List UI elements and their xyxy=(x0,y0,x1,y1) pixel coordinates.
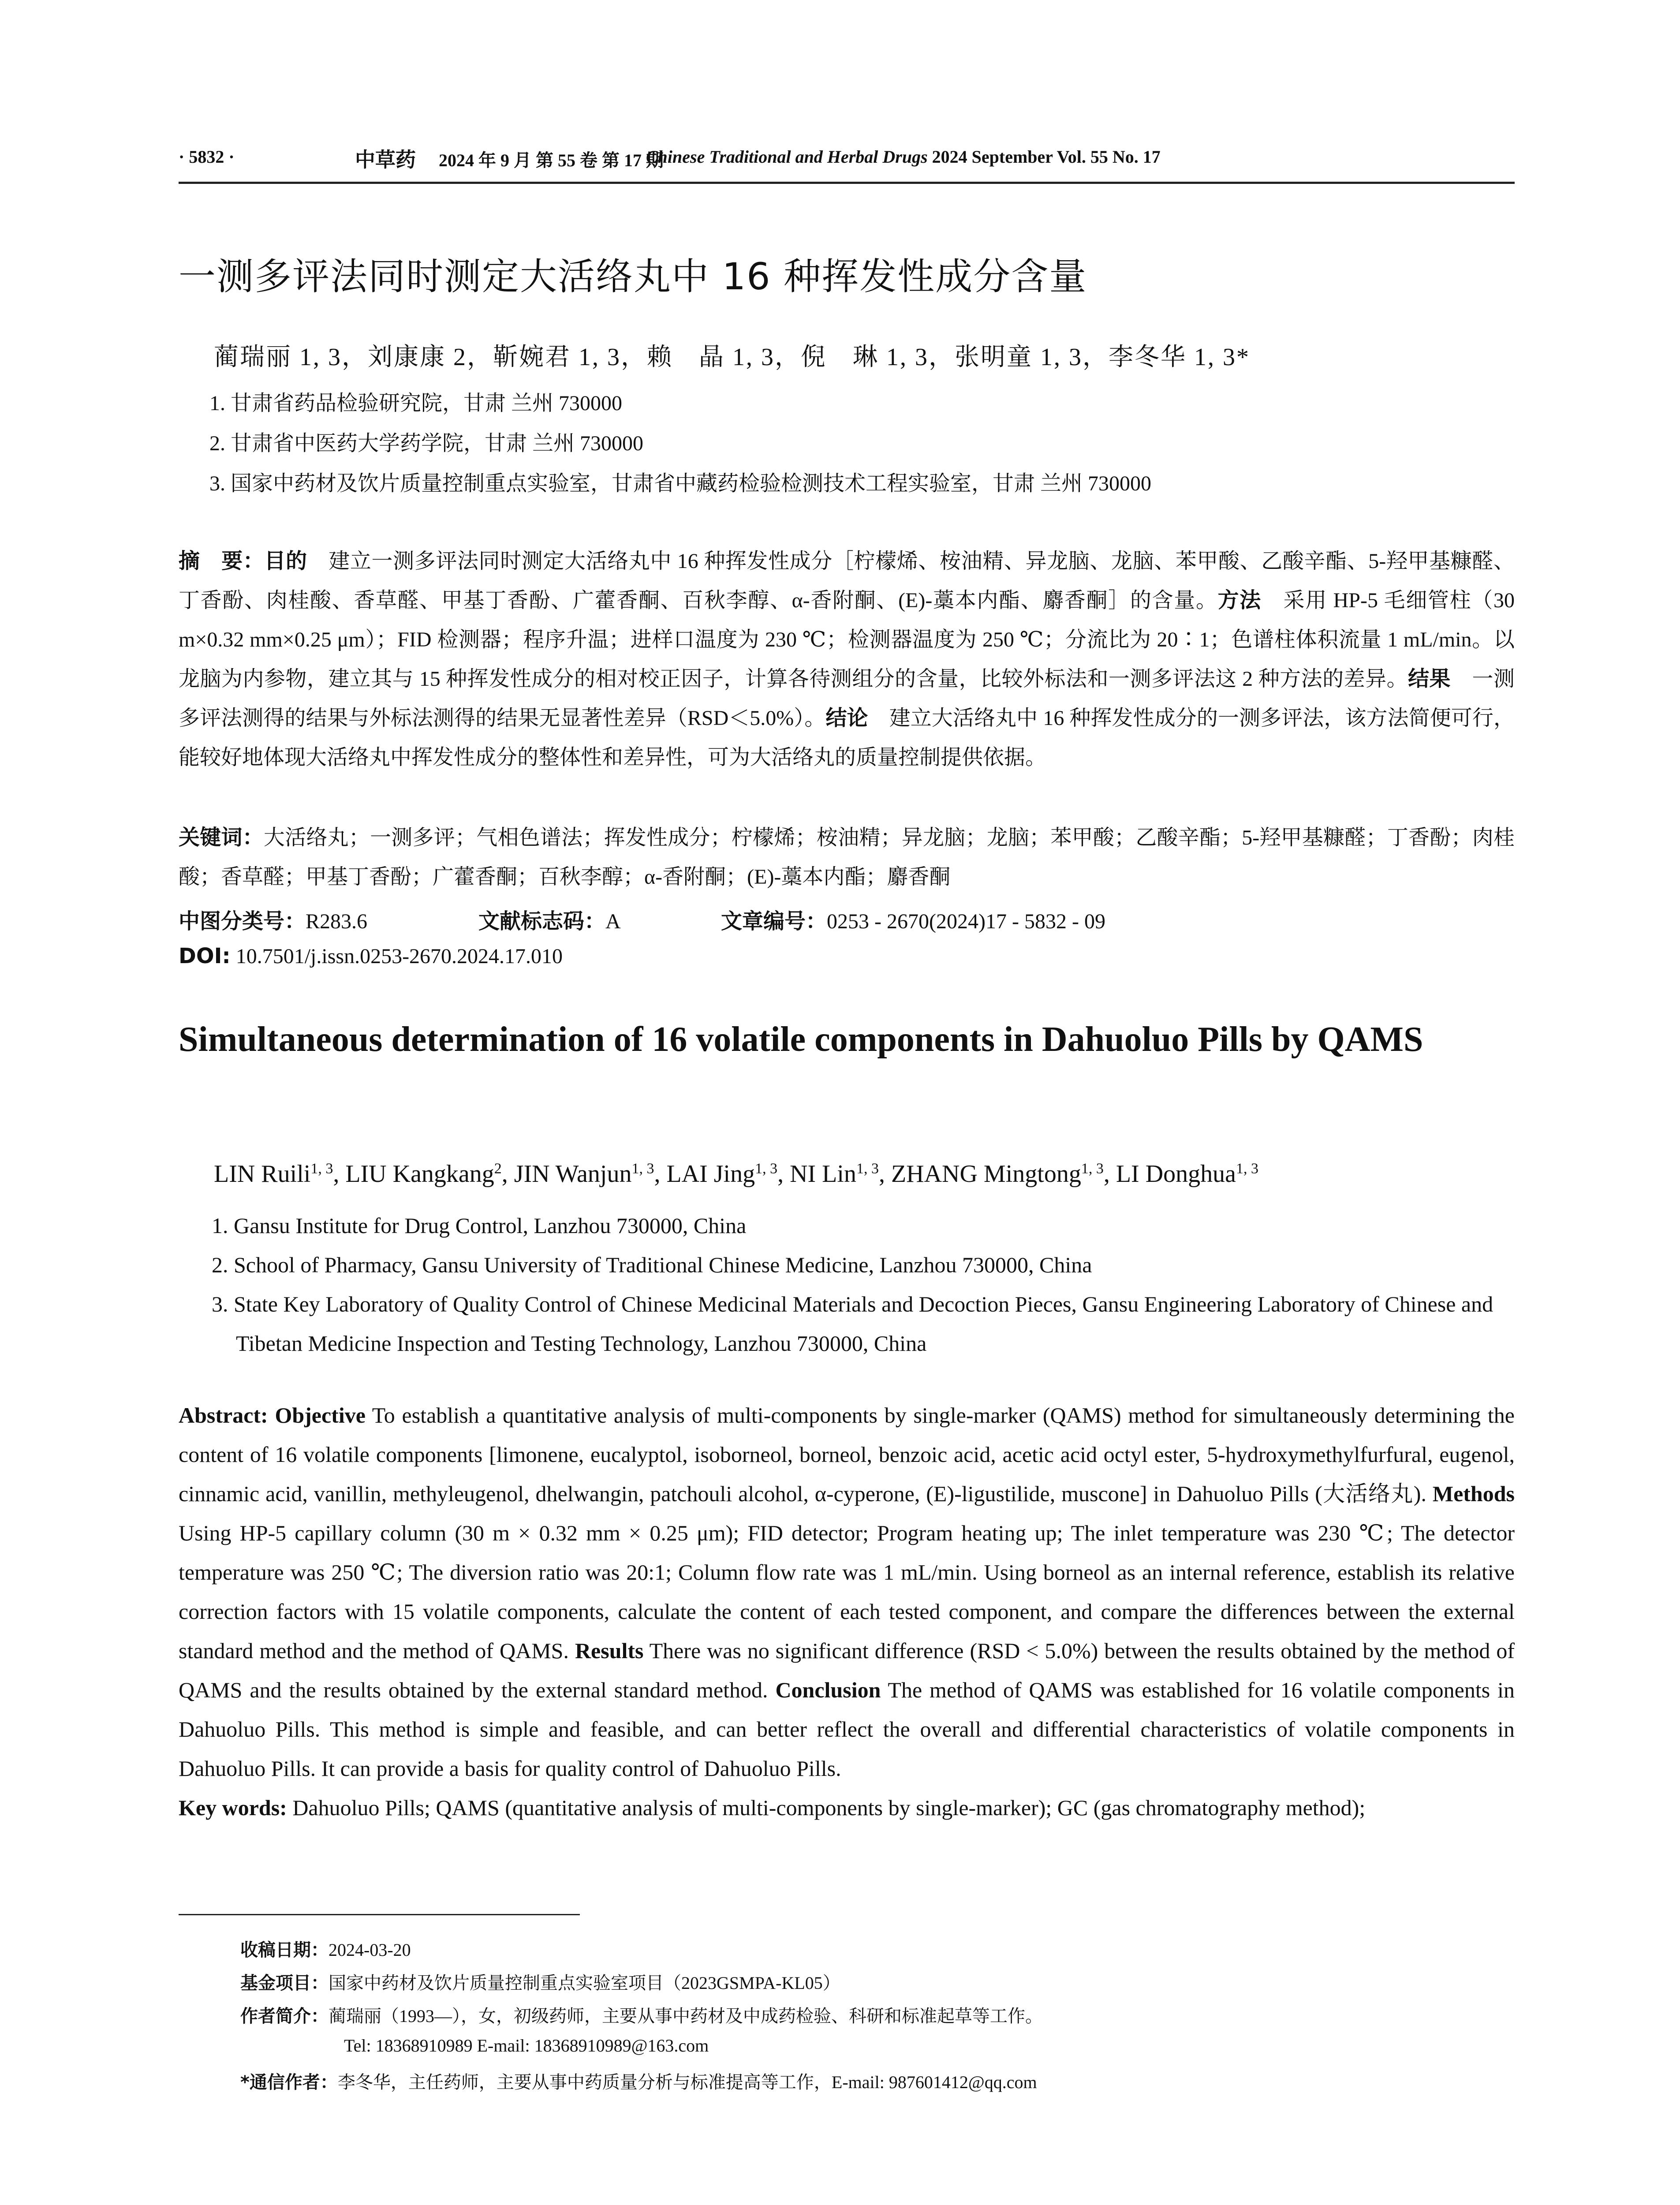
results-text-cn: 一测多评法测得的结果与外标法测得的结果无显著性差异（RSD＜5.0%）。 xyxy=(179,667,1515,730)
author-en xyxy=(514,1160,654,1188)
clc-value: R283.6 xyxy=(306,910,368,933)
page-number: · 5832 · xyxy=(179,147,235,167)
affiliation-cn-1: 1. 甘肃省药品检验研究院，甘肃 兰州 730000 xyxy=(209,392,623,415)
footnote-received xyxy=(240,1936,411,1961)
results-text-en: There was no significant difference (RSD < 5.0%) between the results obtained by the method of QAMS and the results obtained by the external standard method. xyxy=(179,1638,1515,1702)
footnote-author xyxy=(240,2002,1043,2027)
fund-label: 基金项目： xyxy=(240,1973,329,1993)
article-number-value: 0253 - 2670(2024)17 - 5832 - 09 xyxy=(827,910,1105,933)
doc-code-line xyxy=(478,904,621,934)
doc-code-value: A xyxy=(605,910,621,933)
author-name: ZHANG Mingtong xyxy=(891,1160,1081,1188)
author-name: LIU Kangkang xyxy=(345,1160,494,1188)
objective-text-cn: 建立一测多评法同时测定大活络丸中 16 种挥发性成分［柠檬烯、桉油精、异龙脑、龙脑、苯甲酸、乙酸辛酯、5-羟甲基糠醛、丁香酚、肉桂酸、香草醛、甲基丁香酚、广藿香酮、百秋李醇、α-香附酮、(E)-藁本内酯、麝香酮］的含量。 xyxy=(179,549,1515,612)
footnote-corresponding xyxy=(240,2068,1037,2093)
running-header xyxy=(179,142,1515,184)
footnote-divider xyxy=(179,1914,580,1915)
keywords-text-en: Dahuoluo Pills; QAMS (quantitative analysis of multi-components by single-marker); GC (gas chromatography method); xyxy=(287,1795,1366,1820)
footnote-author-contact: Tel: 18368910989 E-mail: 18368910989@163.com xyxy=(344,2036,709,2056)
clc-line xyxy=(179,904,367,934)
keywords-cn xyxy=(179,818,1515,897)
author-affil-sup: 1, 3 xyxy=(1236,1160,1258,1177)
affiliation-en-2: 2. School of Pharmacy, Gansu University of Traditional Chinese Medicine, Lanzhou 730000, China xyxy=(212,1252,1092,1277)
affiliation-en-1: 1. Gansu Institute for Drug Control, Lanzhou 730000, China xyxy=(212,1213,747,1238)
author-name: LIN Ruili xyxy=(214,1160,311,1188)
corresponding-label: *通信作者： xyxy=(240,2072,338,2093)
author-en xyxy=(345,1160,501,1188)
conclusion-text-cn: 建立大活络丸中 16 种挥发性成分的一测多评法，该方法简便可行，能较好地体现大活络丸中挥发性成分的整体性和差异性，可为大活络丸的质量控制提供依据。 xyxy=(179,706,1515,769)
abstract-en xyxy=(179,1396,1515,1828)
author-en xyxy=(891,1160,1104,1188)
corresponding-text: 李冬华，主任药师，主要从事中药质量分析与标准提高等工作，E-mail: 987601412@qq.com xyxy=(337,2072,1037,2092)
author-affil-sup: 1, 3 xyxy=(631,1160,654,1177)
footnote-fund xyxy=(240,1969,840,1994)
author-name: LAI Jing xyxy=(666,1160,755,1188)
doi-line xyxy=(179,944,563,968)
objective-text-en: To establish a quantitative analysis of multi-components by single-marker (QAMS) method for simultaneously determining the content of 16 volatile components [limonene, eucalyptol, isoborneol, borneol, benzoic acid, acetic acid octyl ester, 5-hydroxymethylfurfural, eugenol, cinnamic acid, vanillin, methyleugenol, dhelwangin, patchouli alcohol, α-cyperone, (E)-ligustilide, muscone] in Dahuoluo Pills (大活络丸). xyxy=(179,1403,1515,1506)
author-affil-sup: 1, 3 xyxy=(856,1160,879,1177)
keywords-label-cn: 关键词： xyxy=(179,825,264,850)
author-name: NI Lin xyxy=(790,1160,856,1188)
article-title-cn: 一测多评法同时测定大活络丸中 16 种挥发性成分含量 xyxy=(179,255,1087,298)
received-date: 2024-03-20 xyxy=(329,1940,411,1960)
author-affil-sup: 1, 3 xyxy=(1081,1160,1104,1177)
results-label-cn: 结果 xyxy=(1408,666,1451,691)
journal-name-en: Chinese Traditional and Herbal Drugs xyxy=(646,147,928,167)
issue-date-en: 2024 September Vol. 55 No. 17 xyxy=(927,147,1161,167)
conclusion-label-en: Conclusion xyxy=(768,1678,881,1702)
affiliation-en-3: 3. State Key Laboratory of Quality Control of Chinese Medicinal Materials and Decoction Pieces, Gansu Engineering Laboratory of Chinese and Tibetan Medicine Inspection and Testing Technology, Lanzhou 730000, China xyxy=(212,1292,1493,1356)
abstract-label-cn: 摘 要： xyxy=(179,549,265,573)
doi-label: DOI: xyxy=(179,944,231,968)
conclusion-text-en: The method of QAMS was established for 16 volatile components in Dahuoluo Pills. This method is simple and feasible, and can better reflect the overall and differential characteristics of volatile components in Dahuoluo Pills. It can provide a basis for quality control of Dahuoluo Pills. xyxy=(179,1678,1515,1781)
methods-text-en: Using HP-5 capillary column (30 m × 0.32 mm × 0.25 μm); FID detector; Program heating up; The inlet temperature was 230 ℃; The detector temperature was 250 ℃; The diversion ratio was 20:1; Column flow rate was 1 mL/min. Using borneol as an internal reference, establish its relative correction factors with 15 volatile components, calculate the content of each tested component, and compare the differences between the external standard method and the method of QAMS. xyxy=(179,1521,1515,1663)
author-en xyxy=(666,1160,777,1188)
fund-text: 国家中药材及饮片质量控制重点实验室项目（2023GSMPA-KL05） xyxy=(329,1973,840,1993)
doi-value: 10.7501/j.issn.0253-2670.2024.17.010 xyxy=(230,945,563,968)
doc-code-label: 文献标志码： xyxy=(478,909,606,934)
clc-label: 中图分类号： xyxy=(179,909,306,934)
author-en xyxy=(1116,1160,1258,1188)
issue-info-cn: 2024 年 9 月 第 55 卷 第 17 期 xyxy=(439,150,664,170)
methods-label-cn: 方法 xyxy=(1217,588,1262,613)
author-list-en: LIN Ruili$^{1, 3}$, LIU Kangkang$^2$, JIN Wanjun$^{1, 3}$, LAI Jing$^{1, 3}$, NI Lin$^{1, 3}$, ZHANG Mingtong$^{1, 3}$, LI Donghua$^{1, 3}$ xyxy=(214,1160,1258,1188)
objective-label-cn: 目的 xyxy=(264,549,307,573)
author-affil-sup: 1, 3 xyxy=(310,1160,333,1177)
abstract-label-en: Abstract: Objective xyxy=(179,1403,366,1428)
methods-text-cn: 采用 HP-5 毛细管柱（30 m×0.32 mm×0.25 μm）；FID 检测器；程序升温；进样口温度为 230 ℃；检测器温度为 250 ℃；分流比为 20∶1；色谱柱体积流量 1 mL/min。以龙脑为内参物，建立其与 15 种挥发性成分的相对校正因子，计算各待测组分的含量，比较外标法和一测多评法这 2 种方法的差异。 xyxy=(179,589,1515,691)
author-bio-text: 蔺瑞丽（1993—），女，初级药师，主要从事中药材及中成药检验、科研和标准起草等工作。 xyxy=(329,2006,1043,2026)
abstract-cn xyxy=(179,542,1515,777)
author-en xyxy=(790,1160,879,1188)
author-list-cn: 蔺瑞丽 1, 3，刘康康 2，靳婉君 1, 3，赖 晶 1, 3，倪 琳 1, 3，张明童 1, 3，李冬华 1, 3* xyxy=(214,344,1250,371)
received-label: 收稿日期： xyxy=(240,1940,329,1960)
author-name: JIN Wanjun xyxy=(514,1160,632,1188)
keywords-text-cn: 大活络丸；一测多评；气相色谱法；挥发性成分；柠檬烯；桉油精；异龙脑；龙脑；苯甲酸；乙酸辛酯；5-羟甲基糠醛；丁香酚；肉桂酸；香草醛；甲基丁香酚；广藿香酮；百秋李醇；α-香附酮；(E)-藁本内酯；麝香酮 xyxy=(179,826,1515,889)
results-label-en: Results xyxy=(568,1638,644,1663)
affiliation-cn-2: 2. 甘肃省中医药大学药学院，甘肃 兰州 730000 xyxy=(209,432,644,455)
article-number-label: 文章编号： xyxy=(721,909,827,934)
author-affil-sup: 2 xyxy=(494,1160,502,1177)
affiliation-cn-3: 3. 国家中药材及饮片质量控制重点实验室，甘肃省中藏药检验检测技术工程实验室，甘肃 兰州 730000 xyxy=(209,472,1152,495)
author-en xyxy=(214,1160,333,1188)
article-title-en: Simultaneous determination of 16 volatile components in Dahuoluo Pills by QAMS xyxy=(179,1020,1423,1059)
author-affil-sup: 1, 3 xyxy=(755,1160,778,1177)
journal-name-cn: 中草药 xyxy=(355,149,416,171)
issue-info-en xyxy=(646,146,1161,167)
conclusion-label-cn: 结论 xyxy=(825,706,868,730)
keywords-label-en: Key words: xyxy=(179,1795,287,1820)
article-number-line xyxy=(721,904,1105,934)
methods-label-en: Methods xyxy=(1426,1481,1515,1506)
author-bio-label: 作者简介： xyxy=(240,2006,329,2026)
author-name: LI Donghua xyxy=(1116,1160,1236,1188)
